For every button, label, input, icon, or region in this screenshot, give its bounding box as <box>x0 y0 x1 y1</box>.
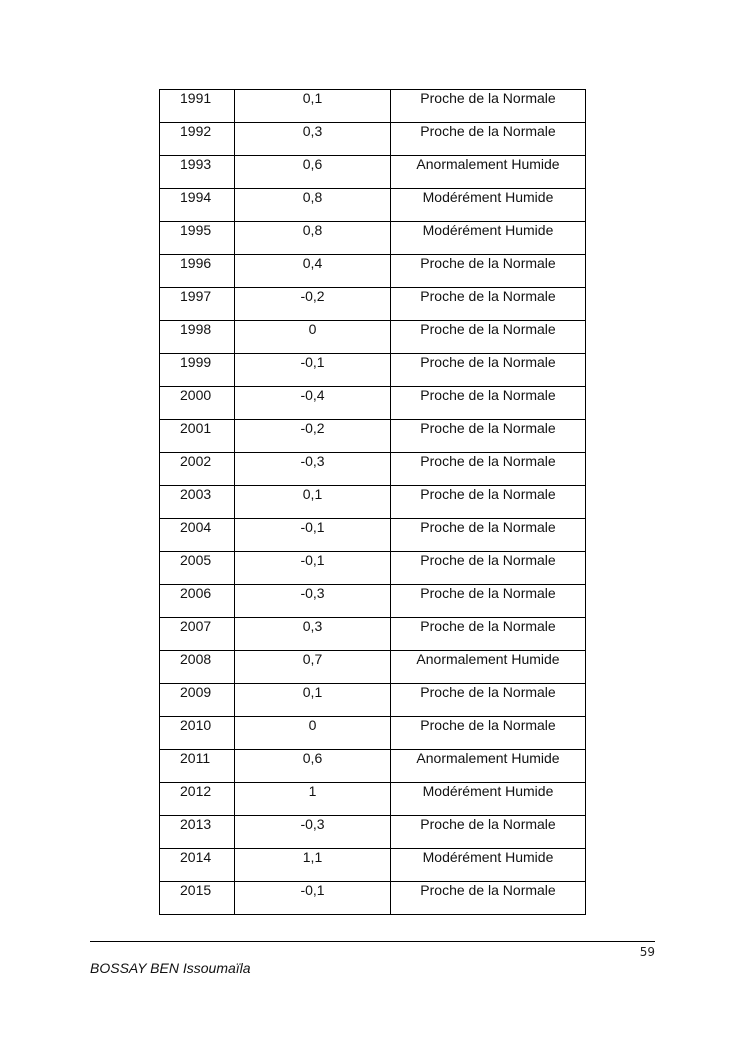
table-row <box>160 585 586 618</box>
index-value-cell-text: -0,1 <box>300 552 325 568</box>
classification-cell <box>391 123 586 156</box>
index-value-cell-text: 1 <box>308 783 317 799</box>
index-value-cell-text: -0,3 <box>300 816 325 832</box>
table-row <box>160 255 586 288</box>
table-row <box>160 849 586 882</box>
index-value-cell <box>235 519 391 552</box>
table-row <box>160 123 586 156</box>
year-cell-text: 1995 <box>180 222 212 238</box>
table-row <box>160 750 586 783</box>
classification-cell-text: Proche de la Normale <box>420 90 556 106</box>
classification-cell-text: Anormalement Humide <box>416 156 560 172</box>
year-cell <box>160 882 235 915</box>
index-value-cell-text: -0,3 <box>300 585 325 601</box>
year-cell-text: 2007 <box>180 618 212 634</box>
year-cell-text: 1996 <box>180 255 212 271</box>
year-cell <box>160 90 235 123</box>
classification-cell <box>391 90 586 123</box>
year-cell-text: 1993 <box>180 156 212 172</box>
year-cell <box>160 420 235 453</box>
table-row <box>160 90 586 123</box>
table-row <box>160 288 586 321</box>
year-cell <box>160 585 235 618</box>
year-cell-text: 2006 <box>180 585 212 601</box>
classification-cell <box>391 189 586 222</box>
table-row <box>160 519 586 552</box>
year-cell <box>160 519 235 552</box>
year-cell-text: 2004 <box>180 519 212 535</box>
classification-cell <box>391 420 586 453</box>
table-row <box>160 618 586 651</box>
index-value-cell <box>235 288 391 321</box>
index-value-cell-text: -0,2 <box>300 288 325 304</box>
index-value-cell-text: 0,6 <box>302 750 323 766</box>
year-cell-text: 1992 <box>180 123 212 139</box>
year-cell <box>160 321 235 354</box>
index-value-cell <box>235 156 391 189</box>
footer-author: BOSSAY BEN Issoumaïla <box>90 960 251 976</box>
classification-cell <box>391 750 586 783</box>
index-value-cell <box>235 618 391 651</box>
year-cell <box>160 750 235 783</box>
table-row <box>160 717 586 750</box>
table-row <box>160 387 586 420</box>
index-value-cell <box>235 255 391 288</box>
index-value-cell <box>235 189 391 222</box>
index-value-cell-text: 1,1 <box>302 849 323 865</box>
classification-cell <box>391 222 586 255</box>
year-cell <box>160 387 235 420</box>
index-value-cell <box>235 486 391 519</box>
table-row <box>160 783 586 816</box>
table-body <box>160 90 586 915</box>
index-value-cell-text: 0,7 <box>302 651 323 667</box>
index-value-cell-text: 0,4 <box>302 255 323 271</box>
classification-cell <box>391 453 586 486</box>
classification-cell-text: Modérément Humide <box>422 189 554 205</box>
year-cell <box>160 816 235 849</box>
year-cell-text: 2015 <box>180 882 212 898</box>
classification-cell-text: Anormalement Humide <box>416 651 560 667</box>
year-cell <box>160 189 235 222</box>
classification-cell <box>391 288 586 321</box>
table-row <box>160 816 586 849</box>
index-value-cell <box>235 849 391 882</box>
year-cell <box>160 288 235 321</box>
table-row <box>160 420 586 453</box>
year-cell-text: 2009 <box>180 684 212 700</box>
index-value-cell-text: -0,2 <box>300 420 325 436</box>
year-cell-text: 1997 <box>180 288 212 304</box>
year-cell-text: 2003 <box>180 486 212 502</box>
classification-cell-text: Proche de la Normale <box>420 387 556 403</box>
classification-cell-text: Proche de la Normale <box>420 684 556 700</box>
index-value-cell <box>235 552 391 585</box>
table-row <box>160 321 586 354</box>
index-value-cell <box>235 651 391 684</box>
year-cell <box>160 717 235 750</box>
year-cell-text: 2001 <box>180 420 212 436</box>
index-value-cell-text: 0,8 <box>302 222 323 238</box>
index-value-cell-text: 0,3 <box>302 123 323 139</box>
index-value-cell-text: -0,3 <box>300 453 325 469</box>
classification-cell <box>391 684 586 717</box>
index-value-cell <box>235 453 391 486</box>
index-value-cell-text: 0 <box>308 321 317 337</box>
year-cell-text: 2002 <box>180 453 212 469</box>
classification-cell-text: Anormalement Humide <box>416 750 560 766</box>
table-row <box>160 486 586 519</box>
table-row <box>160 354 586 387</box>
classification-cell <box>391 486 586 519</box>
table-row <box>160 453 586 486</box>
year-cell <box>160 486 235 519</box>
classification-cell-text: Modérément Humide <box>422 783 554 799</box>
classification-cell <box>391 321 586 354</box>
classification-cell <box>391 585 586 618</box>
year-cell <box>160 123 235 156</box>
year-cell <box>160 783 235 816</box>
year-cell <box>160 552 235 585</box>
year-cell <box>160 651 235 684</box>
index-value-cell <box>235 585 391 618</box>
index-value-cell <box>235 387 391 420</box>
index-value-cell <box>235 783 391 816</box>
classification-cell-text: Proche de la Normale <box>420 816 556 832</box>
index-value-cell-text: -0,1 <box>300 519 325 535</box>
classification-cell-text: Proche de la Normale <box>420 552 556 568</box>
year-cell-text: 2013 <box>180 816 212 832</box>
year-cell <box>160 354 235 387</box>
year-cell <box>160 453 235 486</box>
classification-cell-text: Proche de la Normale <box>420 717 556 733</box>
table-row <box>160 189 586 222</box>
table-row <box>160 222 586 255</box>
year-cell <box>160 618 235 651</box>
year-cell <box>160 156 235 189</box>
classification-cell-text: Proche de la Normale <box>420 255 556 271</box>
year-cell-text: 2010 <box>180 717 212 733</box>
year-cell-text: 2014 <box>180 849 212 865</box>
index-value-cell-text: 0,6 <box>302 156 323 172</box>
year-cell-text: 1991 <box>180 90 212 106</box>
page-number: 59 <box>639 945 655 959</box>
index-value-cell <box>235 354 391 387</box>
classification-cell <box>391 882 586 915</box>
index-value-cell-text: 0,1 <box>302 90 323 106</box>
index-value-cell-text: 0,1 <box>302 486 323 502</box>
classification-cell-text: Modérément Humide <box>422 222 554 238</box>
index-value-cell-text: 0,1 <box>302 684 323 700</box>
classification-cell-text: Proche de la Normale <box>420 519 556 535</box>
classification-cell-text: Proche de la Normale <box>420 321 556 337</box>
index-value-cell <box>235 222 391 255</box>
index-value-cell-text: 0 <box>308 717 317 733</box>
index-value-cell-text: 0,3 <box>302 618 323 634</box>
index-value-cell <box>235 882 391 915</box>
classification-cell <box>391 354 586 387</box>
classification-cell-text: Proche de la Normale <box>420 420 556 436</box>
classification-cell <box>391 618 586 651</box>
table-row <box>160 651 586 684</box>
year-cell <box>160 849 235 882</box>
index-value-cell-text: -0,1 <box>300 354 325 370</box>
year-cell-text: 2000 <box>180 387 212 403</box>
year-cell-text: 2005 <box>180 552 212 568</box>
classification-cell <box>391 651 586 684</box>
index-value-cell <box>235 90 391 123</box>
year-cell-text: 2011 <box>180 750 211 766</box>
year-cell-text: 2008 <box>180 651 212 667</box>
classification-cell-text: Proche de la Normale <box>420 486 556 502</box>
table-row <box>160 156 586 189</box>
year-cell-text: 1998 <box>180 321 212 337</box>
index-value-cell <box>235 420 391 453</box>
index-value-cell <box>235 717 391 750</box>
classification-cell <box>391 156 586 189</box>
table-row <box>160 684 586 717</box>
classification-cell <box>391 816 586 849</box>
year-cell <box>160 684 235 717</box>
index-value-cell-text: -0,1 <box>300 882 325 898</box>
classification-cell-text: Proche de la Normale <box>420 585 556 601</box>
classification-cell-text: Proche de la Normale <box>420 453 556 469</box>
classification-cell <box>391 783 586 816</box>
classification-cell <box>391 849 586 882</box>
classification-cell-text: Modérément Humide <box>422 849 554 865</box>
classification-cell-text: Proche de la Normale <box>420 882 556 898</box>
index-value-cell <box>235 816 391 849</box>
index-value-cell <box>235 123 391 156</box>
classification-cell-text: Proche de la Normale <box>420 618 556 634</box>
year-cell <box>160 222 235 255</box>
classification-cell-text: Proche de la Normale <box>420 288 556 304</box>
classification-cell <box>391 519 586 552</box>
year-cell-text: 1994 <box>180 189 212 205</box>
year-cell-text: 1999 <box>180 354 212 370</box>
index-value-cell <box>235 750 391 783</box>
footer-divider <box>90 941 655 942</box>
classification-cell-text: Proche de la Normale <box>420 123 556 139</box>
classification-cell <box>391 717 586 750</box>
index-value-cell <box>235 321 391 354</box>
year-cell-text: 2012 <box>180 783 212 799</box>
spi-classification-table <box>159 89 586 915</box>
index-value-cell-text: 0,8 <box>302 189 323 205</box>
year-cell <box>160 255 235 288</box>
index-value-cell <box>235 684 391 717</box>
classification-cell <box>391 552 586 585</box>
index-value-cell-text: -0,4 <box>300 387 325 403</box>
classification-cell-text: Proche de la Normale <box>420 354 556 370</box>
table-row <box>160 882 586 915</box>
table-row <box>160 552 586 585</box>
classification-cell <box>391 387 586 420</box>
classification-cell <box>391 255 586 288</box>
